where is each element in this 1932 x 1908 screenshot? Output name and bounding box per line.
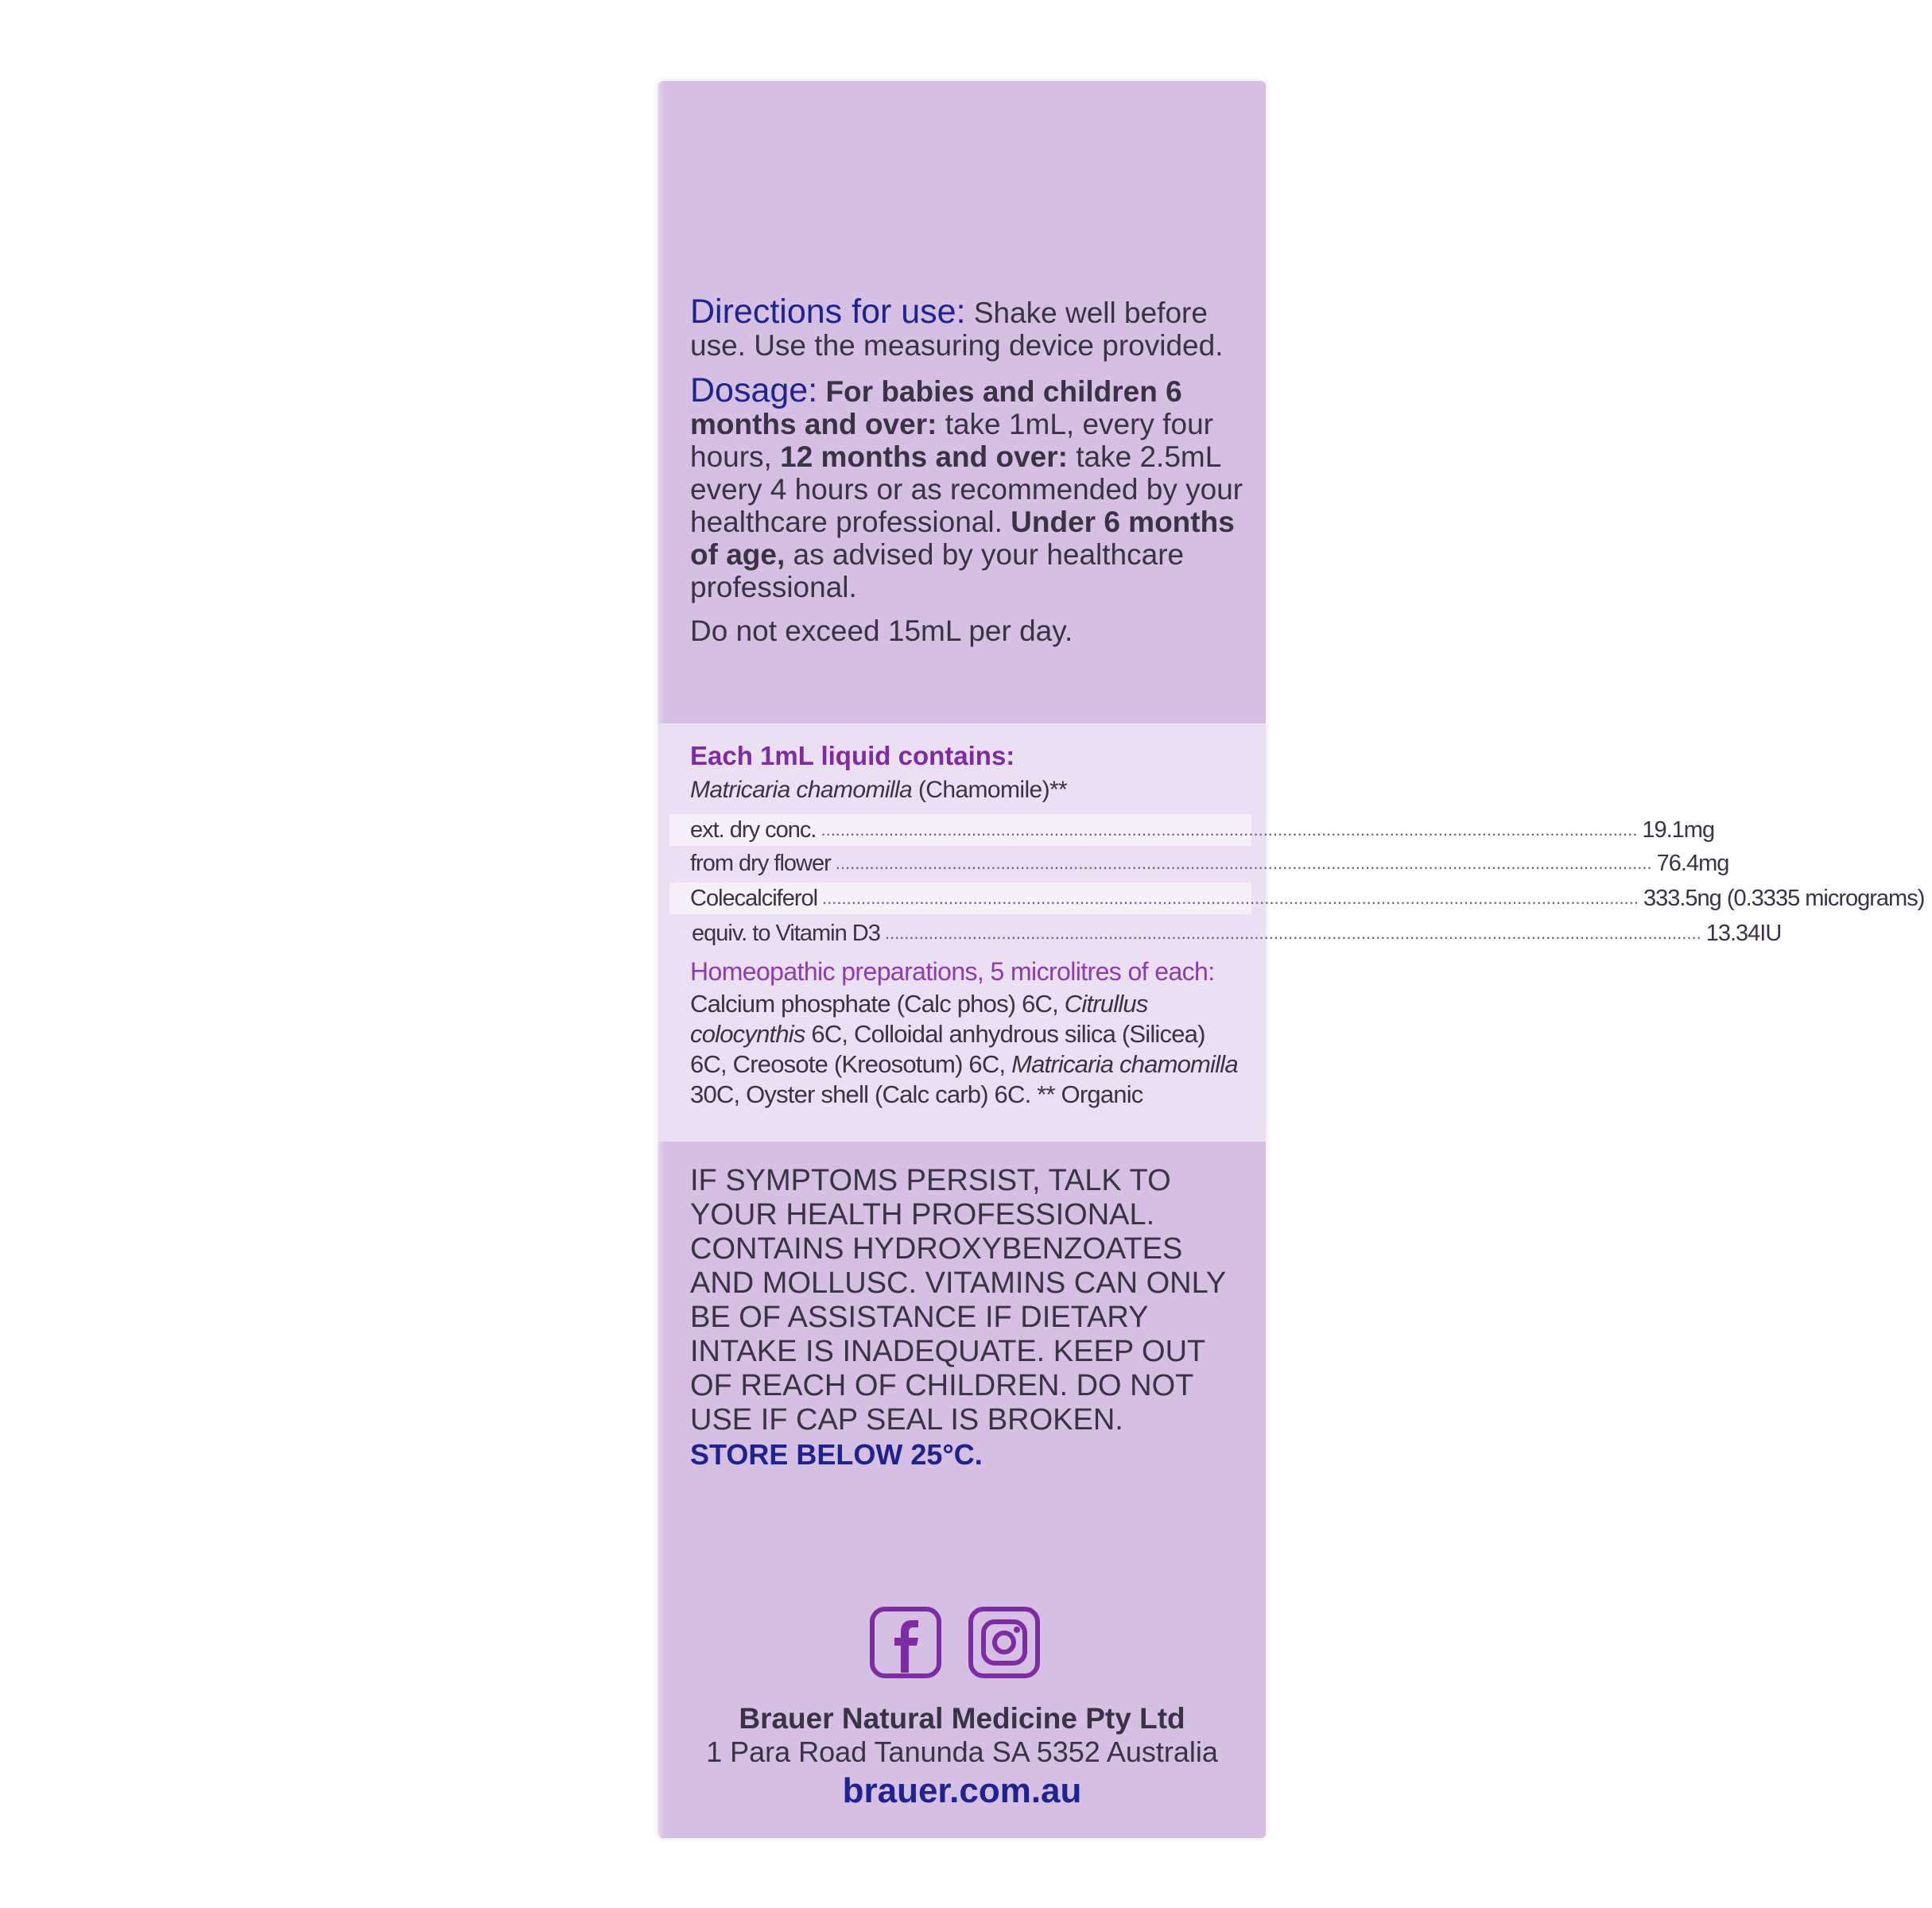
- ingredient-value: 19.1mg: [1642, 816, 1715, 843]
- dosage-heading: Dosage:: [690, 371, 818, 409]
- company-website-link[interactable]: brauer.com.au: [842, 1771, 1082, 1810]
- ingredient-label: Colecalciferol: [690, 885, 818, 911]
- homeopathic-list: [690, 989, 1247, 1110]
- social-icons: [869, 1606, 1055, 1679]
- homeopathic-latin-1: Citrullus colocynthis: [690, 990, 1148, 1048]
- warning-text: IF SYMPTOMS PERSIST, TALK TO YOUR HEALTH PROFESSIONAL. CONTAINS HYDROXYBENZOATES AND MOLLUSC. VITAMINS CAN ONLY BE OF ASSISTANCE IF DIETARY INTAKE IS INADEQUATE. KEEP OUT OF REACH OF CHILDREN. DO NOT USE IF CAP SEAL IS BROKEN.: [690, 1164, 1226, 1437]
- chamomile-common-name: (Chamomile)**: [918, 777, 1068, 803]
- homeopathic-text-1: Calcium phosphate (Calc phos) 6C,: [690, 990, 1058, 1018]
- company-name: Brauer Natural Medicine Pty Ltd: [739, 1702, 1185, 1735]
- storage-instruction: STORE BELOW 25°C.: [690, 1438, 983, 1471]
- ingredient-row: [669, 917, 1782, 949]
- dosage-limit: Do not exceed 15mL per day.: [690, 615, 1073, 647]
- ingredient-label: from dry flower: [690, 850, 831, 876]
- company-address: 1 Para Road Tanunda SA 5352 Australia: [706, 1735, 1218, 1768]
- chamomile-ingredient: [690, 776, 1067, 805]
- dosage-instruction-2: take 2.5mL every 4 hours or as recommended by your healthcare professional.: [690, 440, 1243, 538]
- instagram-icon[interactable]: [968, 1606, 1041, 1679]
- homeopathic-heading: Homeopathic preparations, 5 microlitres of each:: [690, 957, 1215, 986]
- directions-section: [690, 293, 1247, 647]
- dosage-instruction-1: take 1mL, every four hours,: [690, 408, 1213, 473]
- dot-leader: ........................................................................................................................................................................: [884, 923, 1701, 943]
- dosage-group-3: Under 6 months of age,: [690, 506, 1235, 571]
- dot-leader: ........................................................................................................................................................................: [822, 888, 1639, 908]
- dot-leader: ........................................................................................................................................................................: [835, 853, 1652, 873]
- directions-heading: Directions for use:: [690, 293, 966, 331]
- ingredient-label: ext. dry conc.: [690, 816, 817, 843]
- ingredient-value: 13.34IU: [1705, 920, 1782, 946]
- ingredient-row: [669, 814, 1715, 846]
- dosage-group-2: 12 months and over:: [780, 440, 1068, 473]
- dosage-instruction-3: as advised by your healthcare professional.: [690, 538, 1185, 603]
- ingredient-value: 333.5ng (0.3335 micrograms): [1643, 885, 1925, 911]
- chamomile-latin-name: Matricaria chamomilla: [690, 777, 913, 803]
- ingredient-row: [669, 882, 1925, 914]
- homeopathic-latin-2: Matricaria chamomilla: [1011, 1050, 1238, 1078]
- facebook-icon[interactable]: [869, 1606, 942, 1679]
- homeopathic-text-2: 6C, Colloidal anhydrous silica (Silicea) 6C, Creosote (Kreosotum) 6C,: [690, 1020, 1205, 1078]
- dosage-group-1: For babies and children 6 months and over:: [690, 375, 1182, 440]
- ingredient-value: 76.4mg: [1656, 850, 1729, 876]
- directions-paragraph: [690, 293, 1247, 362]
- directions-text: Shake well before use. Use the measuring device provided.: [690, 297, 1224, 362]
- dot-leader: ........................................................................................................................................................................: [821, 820, 1638, 840]
- product-box-back-panel: [658, 81, 1925, 1838]
- ingredient-label: equiv. to Vitamin D3: [692, 920, 880, 946]
- ingredients-panel: [658, 723, 1925, 1142]
- dosage-paragraph: [690, 371, 1247, 603]
- homeopathic-text-3: 30C, Oyster shell (Calc carb) 6C. ** Organic: [690, 1080, 1143, 1108]
- ingredient-row: [669, 847, 1729, 879]
- ingredients-heading: Each 1mL liquid contains:: [690, 741, 1015, 770]
